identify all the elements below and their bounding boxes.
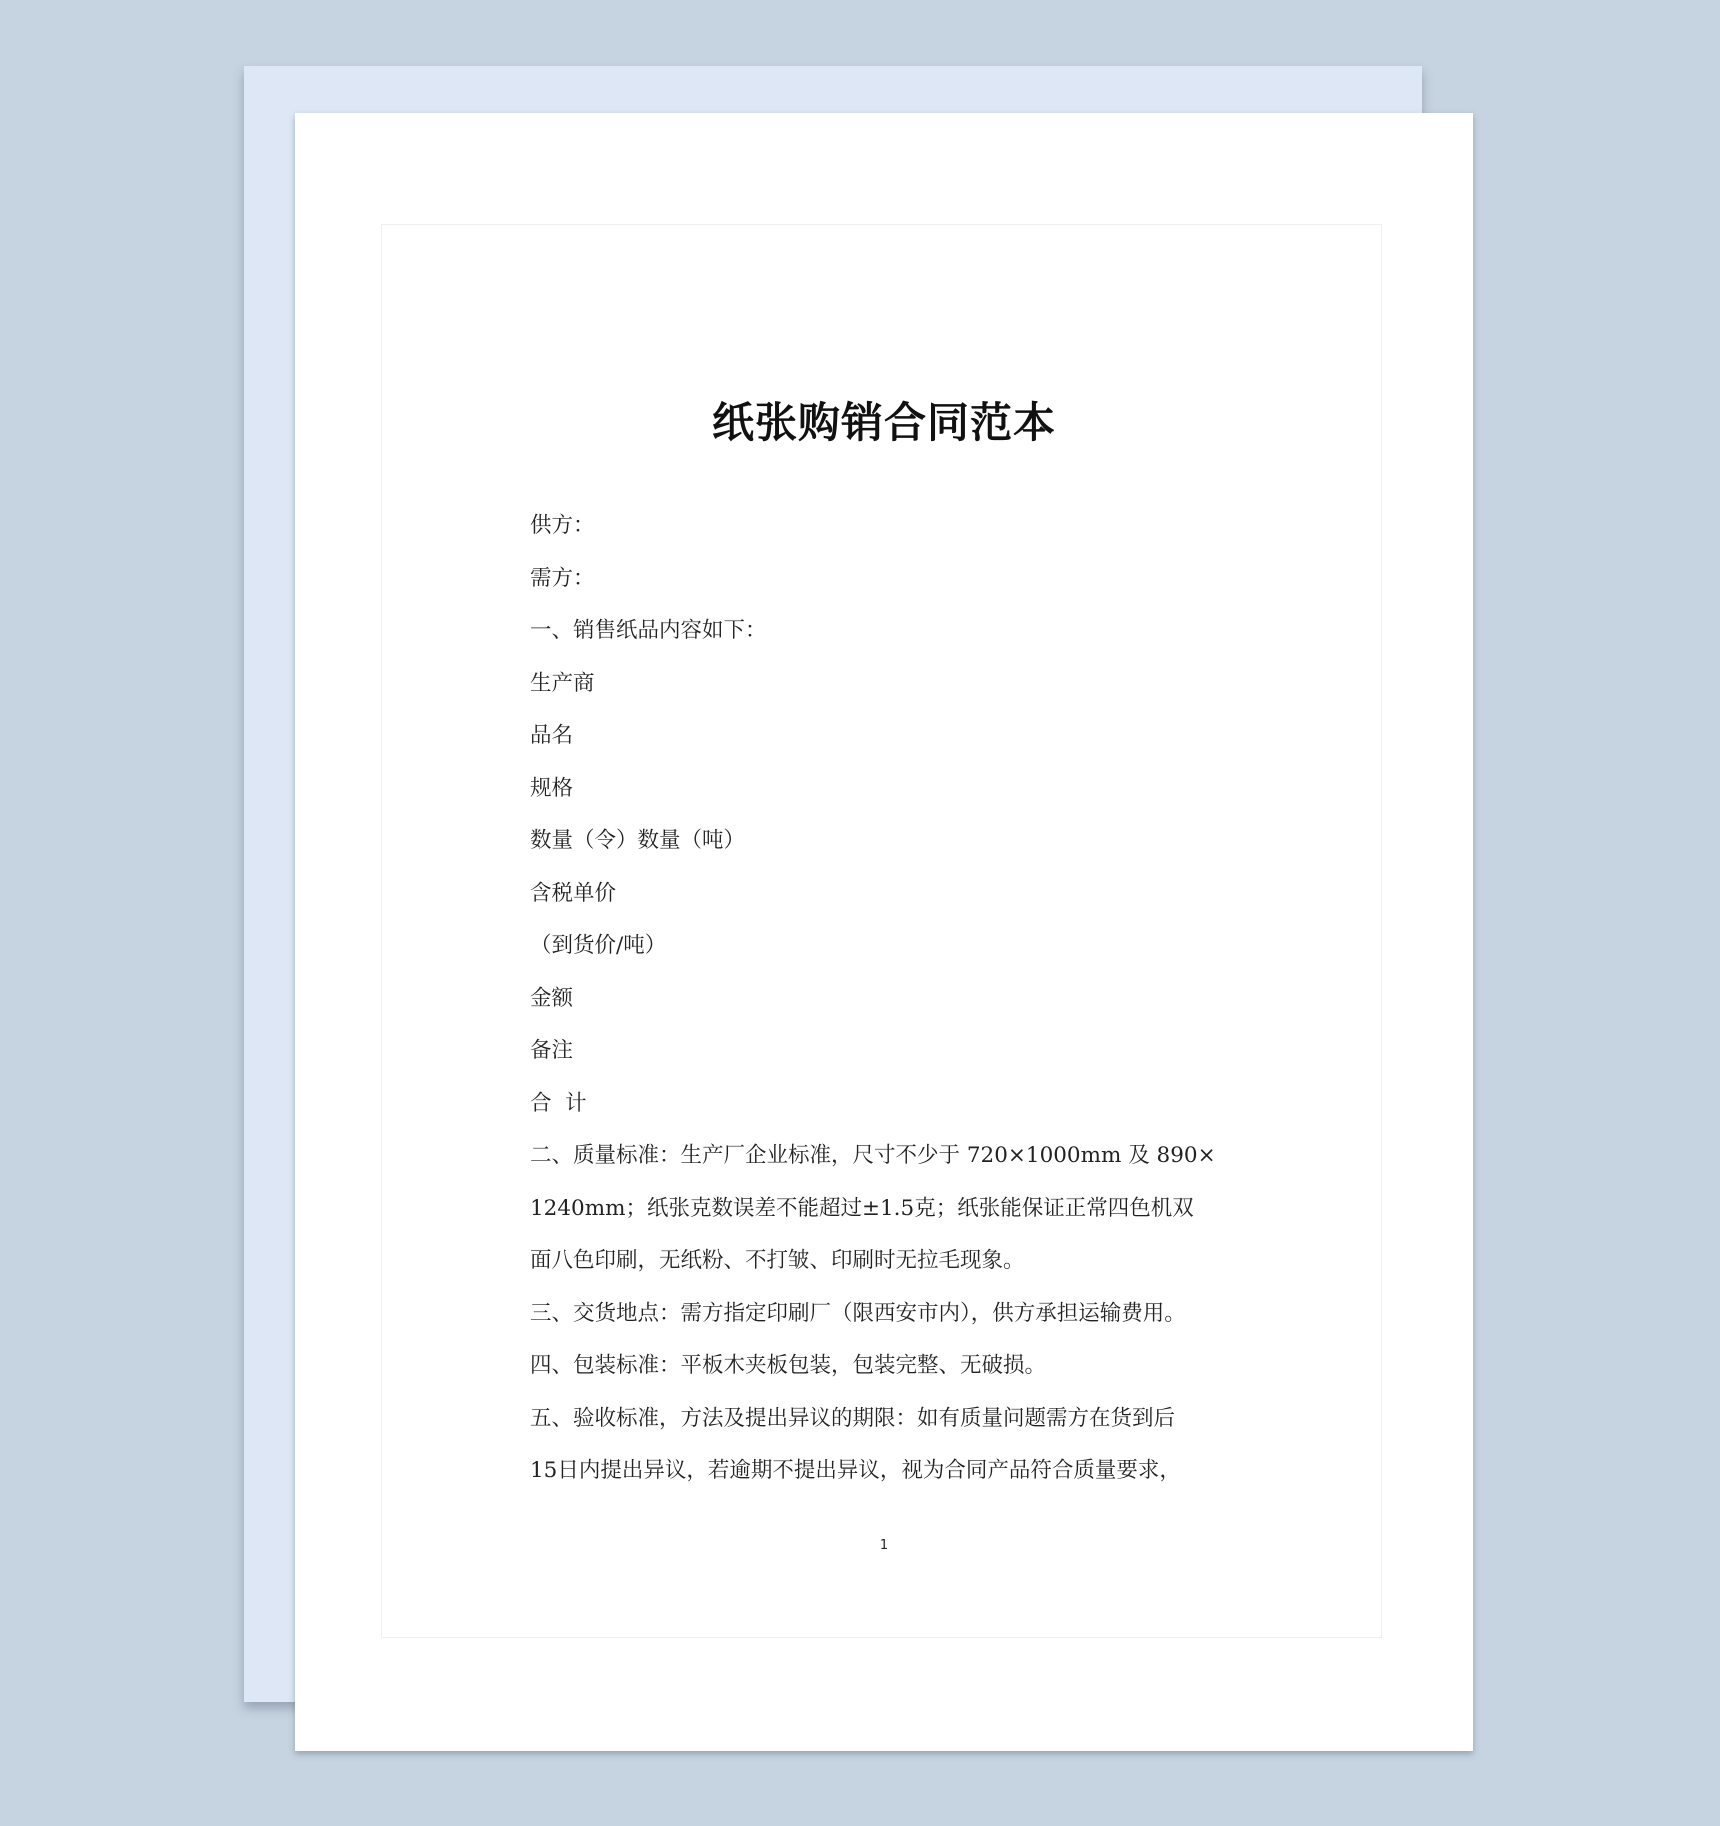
section-5-line-1: 五、验收标准，方法及提出异议的期限：如有质量问题需方在货到后 [530,1405,1176,1431]
section-1-heading: 一、销售纸品内容如下： [530,618,767,643]
field-manufacturer: 生产商 [530,670,595,696]
section-5-line-2: 15日内提出异议，若逾期不提出异议，视为合同产品符合质量要求， [530,1458,1181,1483]
section-2-line-3: 面八色印刷，无纸粉、不打皱、印刷时无拉毛现象。 [530,1248,1025,1273]
section-3-line: 三、交货地点：需方指定印刷厂（限西安市内），供方承担运输费用。 [530,1300,1186,1326]
section-2-line-1: 二、质量标准：生产厂企业标准，尺寸不少于 720×1000mm 及 890× [530,1143,1216,1168]
document-page [295,113,1473,1751]
document-title: 纸张购销合同范本 [711,398,1056,447]
page-number: 1 [879,1538,889,1553]
supplier-line: 供方： [530,513,595,538]
field-remarks: 备注 [530,1038,574,1063]
field-amount: 金额 [530,985,574,1011]
field-product-name: 品名 [530,723,574,748]
field-quantity: 数量（令）数量（吨） [530,828,746,853]
field-unit-price-note: （到货价/吨） [530,933,667,958]
section-4-line: 四、包装标准：平板木夹板包装，包装完整、无破损。 [530,1353,1047,1378]
buyer-line: 需方： [530,565,595,591]
section-2-line-2: 1240mm；纸张克数误差不能超过±1.5克；纸张能保证正常四色机双 [530,1195,1194,1221]
field-total: 合 计 [530,1090,587,1116]
field-specification: 规格 [530,775,574,801]
document-body [530,500,1250,1498]
field-unit-price: 含税单价 [530,880,617,906]
